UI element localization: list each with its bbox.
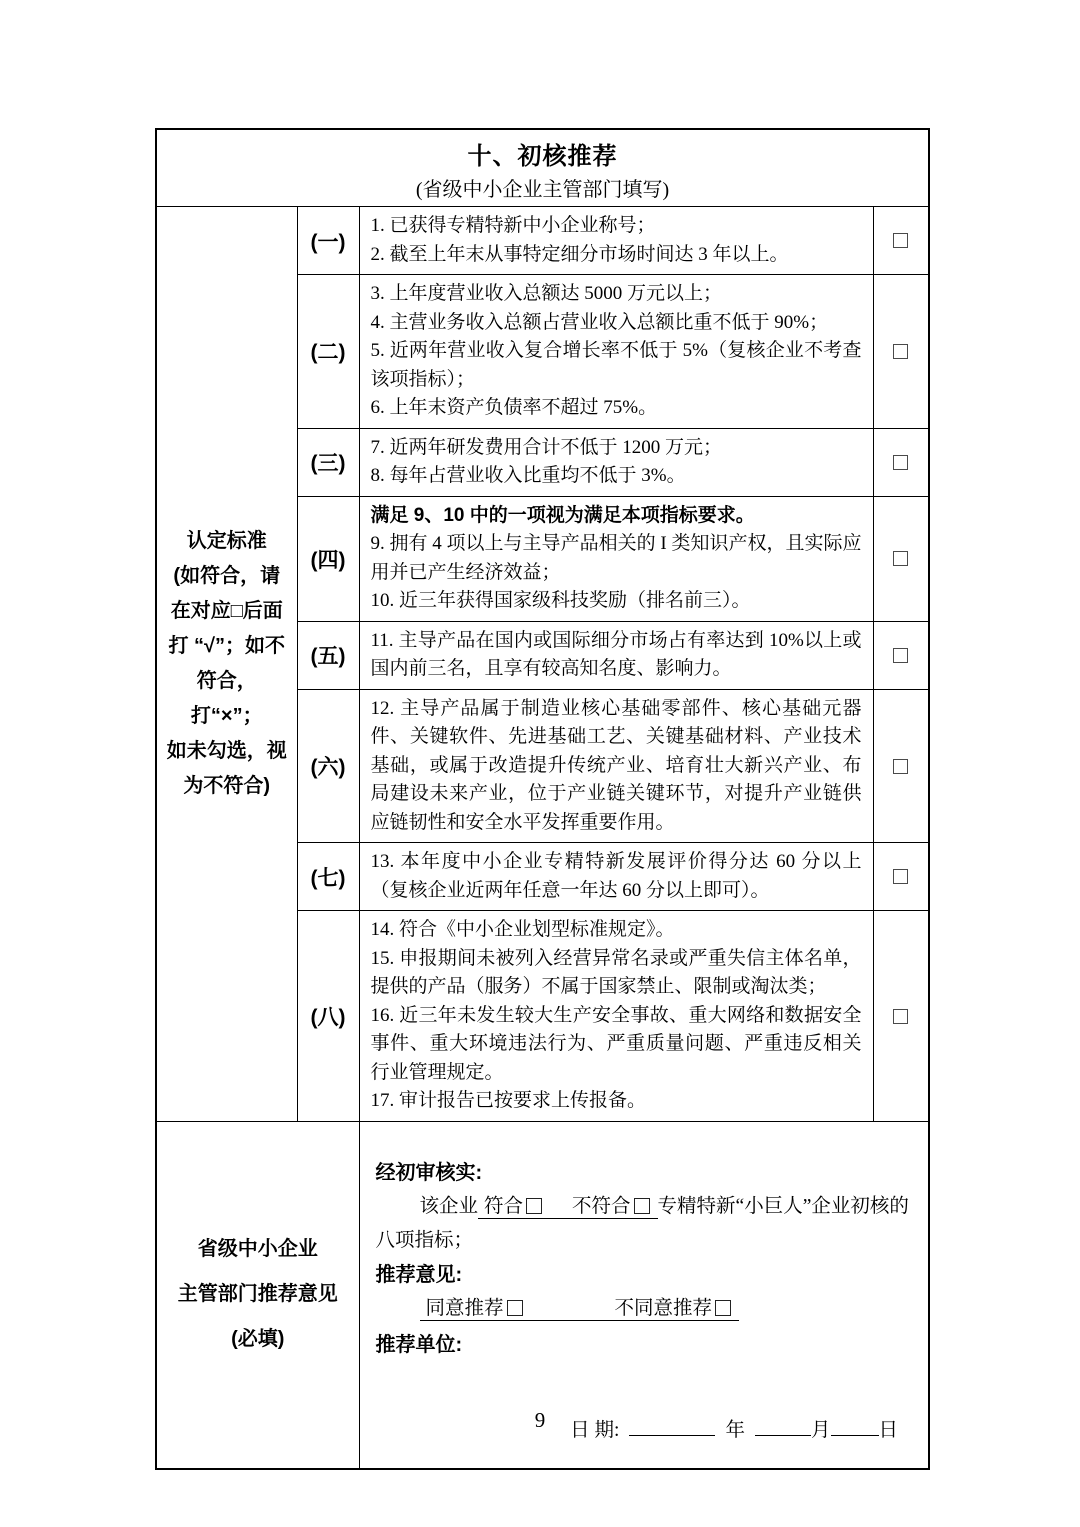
unfit-checkbox[interactable] (634, 1198, 650, 1214)
criteria-group-4 (359, 496, 873, 621)
fit-checkbox[interactable] (526, 1198, 542, 1214)
row-label-6: (六) (297, 689, 359, 843)
criterion-item: 16. 近三年未发生较大生产安全事故、重大网络和数据安全事件、重大环境违法行为、严重质量问题、严重违反相关行业管理规定。 (370, 1004, 862, 1083)
criterion-item: 8. 每年占营业收入比重均不低于 3%。 (370, 465, 686, 486)
criterion-item: 12. 主导产品属于制造业核心基础零部件、核心基础元器件、关键软件、先进基础工艺、关键基础材料、产业技术基础，或属于改造提升传统产业、培育壮大新兴产业、布局建设未来产业，位于产业链关键环节，对提升产业链供应链韧性和安全水平发挥重要作用。 (370, 697, 862, 833)
criteria-note-line: 符合，打“×”； (190, 669, 263, 727)
row-label-3: (三) (297, 428, 359, 496)
disagree-checkbox[interactable] (715, 1300, 731, 1316)
criteria-note-line: 在对应□后面 (170, 599, 283, 622)
opinion-options-underline (420, 1298, 740, 1321)
row-label-1: (一) (297, 207, 359, 275)
row-label-4: (四) (297, 496, 359, 621)
fit-label: 符合 (484, 1195, 524, 1217)
criteria-group-7 (359, 843, 873, 911)
page-number: 9 (534, 1408, 546, 1432)
criteria-group-1 (359, 207, 873, 275)
criteria-group-2 (359, 275, 873, 429)
checkbox-cell-5 (873, 621, 929, 689)
unfit-label: 不符合 (572, 1195, 631, 1217)
recommendation-label-line: 省级中小企业 (197, 1238, 318, 1260)
group-6-checkbox[interactable] (893, 759, 908, 774)
verify-line (376, 1190, 911, 1258)
criterion-item: 7. 近两年研发费用合计不低于 1200 万元； (370, 436, 723, 458)
date-year-label: 年 (725, 1419, 745, 1441)
criterion-item: 14. 符合《中小企业划型标准规定》。 (370, 919, 675, 940)
opinion-line (376, 1292, 911, 1326)
group-2-checkbox[interactable] (893, 344, 908, 359)
opinion-heading: 推荐意见: (375, 1263, 463, 1286)
checkbox-cell-3 (873, 428, 929, 496)
verify-suffix: 专精特新“小巨人”企业初核的八项指标； (375, 1195, 909, 1251)
criteria-group-6 (359, 689, 873, 843)
row-label-2: (二) (297, 275, 359, 429)
row-label-7: (七) (297, 843, 359, 911)
criterion-item: 13. 本年度中小企业专精特新发展评价得分达 60 分以上（复核企业近两年任意一年达 60 分以上即可）。 (370, 851, 862, 901)
criterion-item: 11. 主导产品在国内或国际细分市场占有率达到 10%以上或国内前三名，且享有较高知名度、影响力。 (370, 629, 862, 679)
criterion-item: 10. 近三年获得国家级科技奖励（排名前三）。 (370, 590, 751, 611)
criteria-note-line: 如未勾选，视 (166, 739, 287, 762)
disagree-label: 不同意推荐 (614, 1297, 713, 1319)
group-3-checkbox[interactable] (893, 455, 908, 470)
group-4-checkbox[interactable] (893, 551, 908, 566)
date-month-label: 月 (810, 1419, 831, 1441)
date-day-label: 日 (878, 1419, 899, 1441)
criterion-item: 1. 已获得专精特新中小企业称号； (370, 215, 656, 236)
criterion-item: 2. 截至上年末从事特定细分市场时间达 3 年以上。 (370, 243, 789, 265)
checkbox-cell-4 (873, 496, 929, 621)
criteria-title: 认定标准 (186, 529, 267, 552)
criterion-item: 3. 上年度营业收入总额达 5000 万元以上； (370, 283, 723, 304)
agree-checkbox[interactable] (507, 1300, 523, 1316)
criterion-item: 9. 拥有 4 项以上与主导产品相关的 I 类知识产权，且实际应用并已产生经济效益； (370, 533, 862, 583)
verify-options-underline (478, 1196, 658, 1219)
criterion-item: 15. 申报期间未被列入经营异常名录或严重失信主体名单，提供的产品（服务）不属于国家禁止、限制或淘汰类； (370, 947, 862, 997)
criterion-item: 17. 审计报告已按要求上传报备。 (370, 1090, 647, 1111)
review-form-table (155, 128, 930, 1470)
date-label: 日 期: (570, 1419, 620, 1441)
page-subtitle: (省级中小企业主管部门填写) (415, 179, 670, 201)
page-title: 十、初核推荐 (467, 143, 618, 170)
criteria-note-line: (如符合，请 (173, 564, 281, 587)
row-label-5: (五) (297, 621, 359, 689)
verified-heading: 经初审核实: (375, 1161, 483, 1184)
recommendation-label-line: (必填) (231, 1328, 285, 1350)
criterion-item: 4. 主营业务收入总额占营业收入总额比重不低于 90%； (370, 311, 829, 333)
checkbox-cell-2 (873, 275, 929, 429)
criteria-group-8 (359, 911, 873, 1122)
form-header-cell (156, 129, 929, 207)
criteria-note-line: 为不符合) (183, 774, 271, 797)
criterion-item: 6. 上年末资产负债率不超过 75%。 (370, 397, 658, 418)
recommendation-label-line: 主管部门推荐意见 (177, 1283, 338, 1305)
criterion-lead-note: 满足 9、10 中的一项视为满足本项指标要求。 (370, 504, 755, 526)
agree-label: 同意推荐 (425, 1297, 504, 1319)
verify-prefix: 该企业 (419, 1195, 479, 1217)
criteria-group-3 (359, 428, 873, 496)
criteria-group-5 (359, 621, 873, 689)
checkbox-cell-6 (873, 689, 929, 843)
checkbox-cell-8 (873, 911, 929, 1122)
group-5-checkbox[interactable] (893, 648, 908, 663)
group-8-checkbox[interactable] (893, 1009, 908, 1024)
criteria-label-cell (156, 207, 297, 1122)
criterion-item: 5. 近两年营业收入复合增长率不低于 5%（复核企业不考查该项指标）； (370, 340, 862, 390)
checkbox-cell-1 (873, 207, 929, 275)
group-7-checkbox[interactable] (893, 869, 908, 884)
group-1-checkbox[interactable] (893, 233, 908, 248)
unit-heading: 推荐单位: (375, 1333, 463, 1356)
criteria-note-line: 打 “√”；如不 (168, 634, 286, 657)
row-label-8: (八) (297, 911, 359, 1122)
checkbox-cell-7 (873, 843, 929, 911)
